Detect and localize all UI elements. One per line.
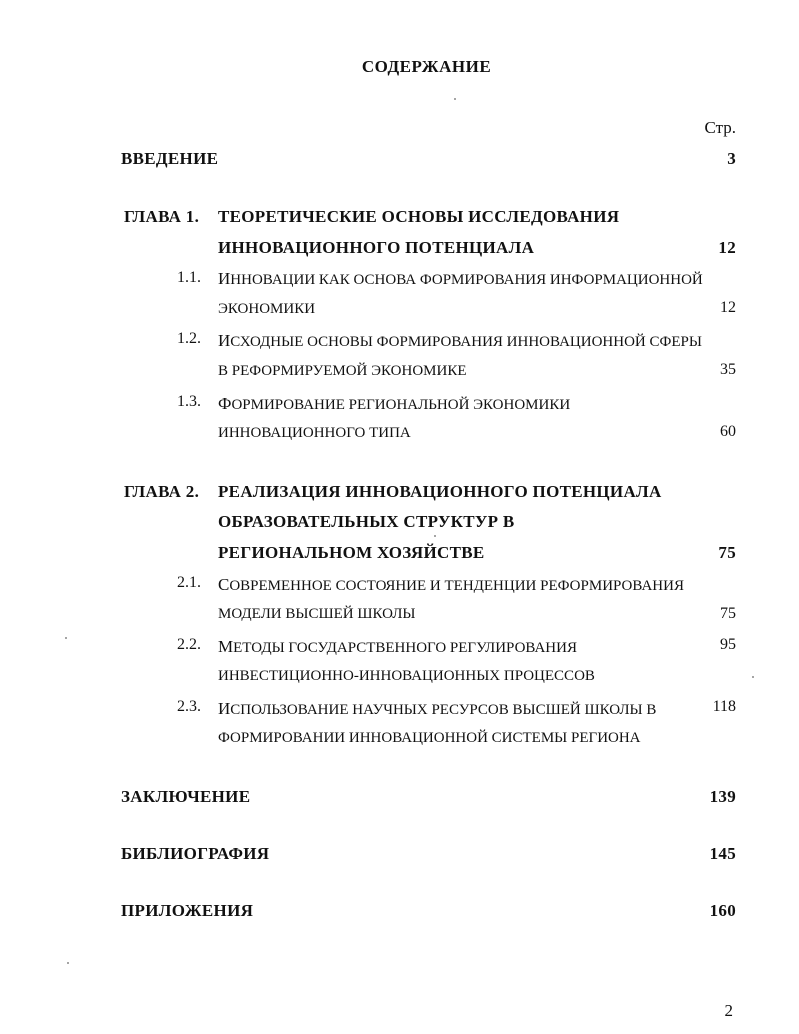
section-1-2-number: 1.2.: [177, 330, 201, 347]
section-1-1-page: 12: [720, 299, 736, 316]
chapter-2-page: 75: [718, 543, 736, 562]
chapter-1-page: 12: [718, 238, 736, 257]
chapter-1-prefix: ГЛАВА 1.: [124, 207, 200, 226]
section-1-2-title-line1: ИСХОДНЫЕ ОСНОВЫ ФОРМИРОВАНИЯ ИННОВАЦИОННОЙ СФЕРЫ: [218, 331, 702, 350]
chapter-1-title-line1: ТЕОРЕТИЧЕСКИЕ ОСНОВЫ ИССЛЕДОВАНИЯ: [218, 207, 620, 226]
scan-speck: [454, 98, 456, 100]
toc-conclusion-page: 139: [709, 787, 736, 806]
section-2-2-title-line1: МЕТОДЫ ГОСУДАРСТВЕННОГО РЕГУЛИРОВАНИЯ: [218, 637, 577, 656]
toc-bibliography-label: БИБЛИОГРАФИЯ: [121, 844, 270, 863]
toc-bibliography-page: 145: [709, 844, 736, 863]
section-1-2-page: 35: [720, 361, 736, 378]
section-2-3-number: 2.3.: [177, 698, 201, 715]
chapter-2-title-line1: РЕАЛИЗАЦИЯ ИННОВАЦИОННОГО ПОТЕНЦИАЛА: [218, 482, 662, 501]
section-1-1-title-line1: ИННОВАЦИИ КАК ОСНОВА ФОРМИРОВАНИЯ ИНФОРМАЦИОННОЙ: [218, 269, 703, 288]
toc-conclusion-label: ЗАКЛЮЧЕНИЕ: [121, 787, 251, 806]
chapter-2-title-line3: РЕГИОНАЛЬНОМ ХОЗЯЙСТВЕ: [218, 543, 485, 562]
page-column-label: Стр.: [704, 118, 736, 137]
chapter-2-prefix: ГЛАВА 2.: [124, 482, 200, 501]
section-1-2-title-line2: В РЕФОРМИРУЕМОЙ ЭКОНОМИКЕ: [218, 363, 467, 379]
page-number: 2: [724, 1001, 733, 1020]
section-1-3-number: 1.3.: [177, 393, 201, 410]
chapter-2-title-line2: ОБРАЗОВАТЕЛЬНЫХ СТРУКТУР В: [218, 512, 515, 531]
chapter-1-title-line2: ИННОВАЦИОННОГО ПОТЕНЦИАЛА: [218, 238, 535, 257]
section-2-1-number: 2.1.: [177, 574, 201, 591]
section-2-1-title-line2: МОДЕЛИ ВЫСШЕЙ ШКОЛЫ: [218, 606, 416, 622]
section-2-2-title-line2: ИНВЕСТИЦИОННО-ИННОВАЦИОННЫХ ПРОЦЕССОВ: [218, 668, 595, 684]
toc-intro-page: 3: [727, 149, 736, 168]
toc-appendices-label: ПРИЛОЖЕНИЯ: [121, 901, 254, 920]
toc-appendices-page: 160: [709, 901, 736, 920]
section-2-3-title-line1: ИСПОЛЬЗОВАНИЕ НАУЧНЫХ РЕСУРСОВ ВЫСШЕЙ ШКОЛЫ В: [218, 699, 657, 718]
section-2-2-page: 95: [720, 636, 736, 653]
scan-speck: [752, 676, 754, 678]
section-1-1-title-line2: ЭКОНОМИКИ: [218, 301, 316, 317]
section-1-1-number: 1.1.: [177, 269, 201, 286]
scan-speck: [65, 637, 67, 639]
section-2-3-page: 118: [712, 698, 736, 715]
toc-intro-label: ВВЕДЕНИЕ: [121, 149, 219, 168]
scan-speck: [434, 535, 436, 537]
section-2-1-page: 75: [720, 605, 736, 622]
toc-title: СОДЕРЖАНИЕ: [361, 57, 492, 76]
section-2-1-title-line1: СОВРЕМЕННОЕ СОСТОЯНИЕ И ТЕНДЕНЦИИ РЕФОРМИРОВАНИЯ: [218, 575, 684, 594]
section-2-3-title-line2: ФОРМИРОВАНИИ ИННОВАЦИОННОЙ СИСТЕМЫ РЕГИОНА: [218, 730, 641, 746]
section-1-3-title-line1: ФОРМИРОВАНИЕ РЕГИОНАЛЬНОЙ ЭКОНОМИКИ: [218, 394, 571, 413]
section-1-3-page: 60: [720, 423, 736, 440]
scan-speck: [67, 962, 69, 964]
section-1-3-title-line2: ИННОВАЦИОННОГО ТИПА: [218, 425, 411, 441]
section-2-2-number: 2.2.: [177, 636, 201, 653]
